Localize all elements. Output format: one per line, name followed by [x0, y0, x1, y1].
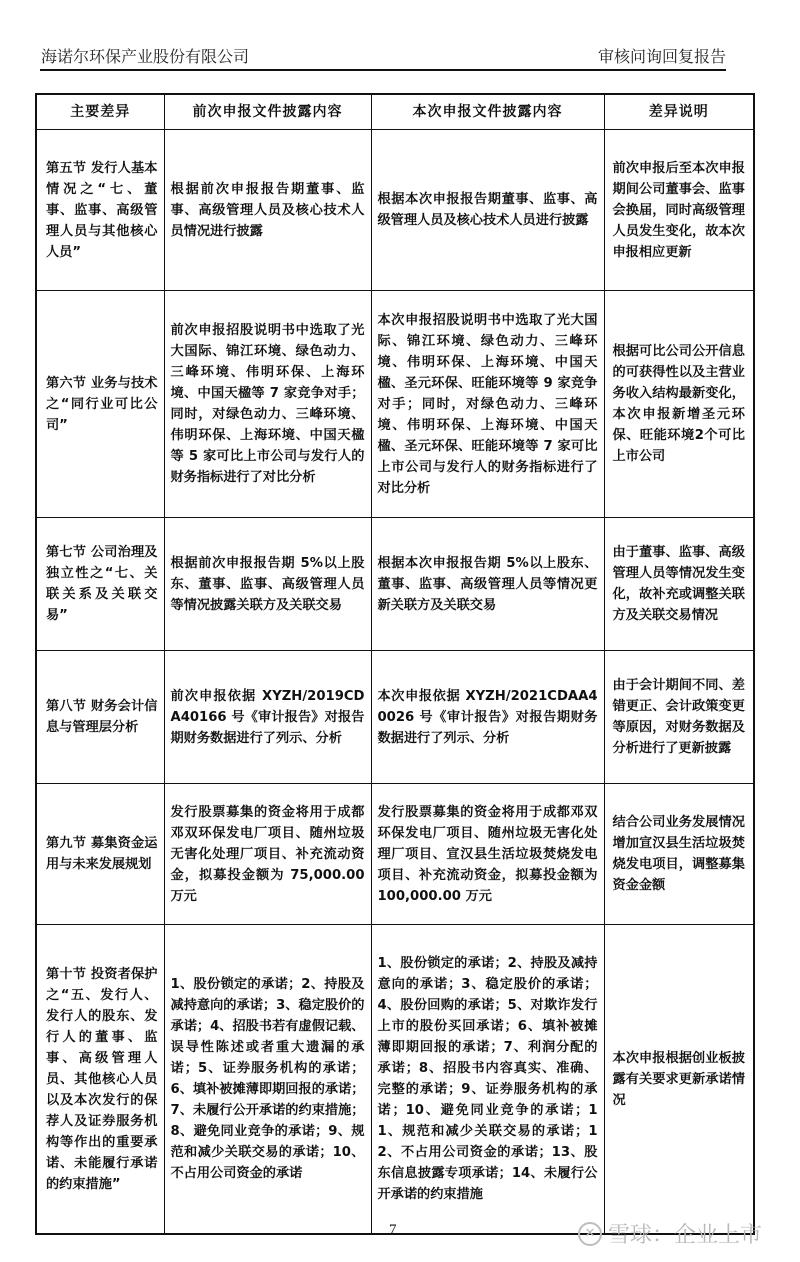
cell-current: 根据本次申报报告期 5%以上股东、董事、监事、高级管理人员等情况更新关联方及关联交易 [371, 518, 604, 651]
cell-previous: 前次申报招股说明书中选取了光大国际、锦江环境、绿色动力、三峰环境、伟明环保、上海环境、中国天楹等 7 家竞争对手；同时，对绿色动力、三峰环境、伟明环保、上海环境、中国天楹等 5 家可比上市公司与发行人的财务指标进行了对比分析 [164, 291, 371, 518]
cell-previous: 根据前次申报报告期 5%以上股东、董事、监事、高级管理人员等情况披露关联方及关联交易 [164, 518, 371, 651]
cell-current: 1、股份锁定的承诺；2、持股及减持意向的承诺；3、稳定股价的承诺；4、股份回购的承诺；5、对欺诈发行上市的股份买回承诺；6、填补被摊薄即期回报的承诺；7、利润分配的承诺；8、招股书内容真实、准确、完整的承诺；9、证券服务机构的承诺；10、避免同业竞争的承诺；11、规范和减少关联交易的承诺；12、不占用公司资金的承诺；13、股东信息披露专项承诺；14、未履行公开承诺的约束措施 [371, 925, 604, 1235]
cell-explanation: 结合公司业务发展情况增加宣汉县生活垃圾焚烧发电项目，调整募集资金金额 [604, 784, 754, 925]
cell-current: 本次申报招股说明书中选取了光大国际、锦江环境、绿色动力、三峰环境、伟明环保、上海环境、中国天楹、圣元环保、旺能环境等 9 家竞争对手；同时，对绿色动力、三峰环境、伟明环保、上海环境、中国天楹、圣元环保、旺能环境等 7 家可比上市公司与发行人的财务指标进行了对比分析 [371, 291, 604, 518]
table-header-row [36, 94, 754, 130]
cell-section: 第十节 投资者保护之“五、发行人、发行人的股东、发行人的董事、监事、高级管理人员、其他核心人员以及本次发行的保荐人及证券服务机构等作出的重要承诺、未能履行承诺的约束措施” [36, 925, 164, 1235]
document-title: 审核问询回复报告 [597, 49, 726, 66]
cell-previous: 1、股份锁定的承诺；2、持股及减持意向的承诺；3、稳定股价的承诺；4、招股书若有虚假记载、误导性陈述或者重大遗漏的承诺；5、证券服务机构的承诺；6、填补被摊薄即期回报的承诺；7、未履行公开承诺的约束措施；8、避免同业竞争的承诺；9、规范和减少关联交易的承诺；10、不占用公司资金的承诺 [164, 925, 371, 1235]
table-row [36, 784, 754, 925]
page-number: 7 [389, 1222, 397, 1238]
disclosure-differences-table [35, 93, 755, 1235]
cell-section: 第五节 发行人基本情况之“七、董事、监事、高级管理人员与其他核心人员” [36, 130, 164, 291]
column-header-main-difference: 主要差异 [36, 94, 164, 130]
cell-current: 发行股票募集的资金将用于成都邓双环保发电厂项目、随州垃圾无害化处理厂项目、宣汉县生活垃圾焚烧发电项目、补充流动资金，拟募投金额为 100,000.00 万元 [371, 784, 604, 925]
table-row [36, 291, 754, 518]
cell-current: 本次申报依据 XYZH/2021CDAA40026 号《审计报告》对报告期财务数据进行了列示、分析 [371, 651, 604, 784]
watermark [578, 1218, 762, 1249]
cell-section: 第六节 业务与技术之“同行业可比公司” [36, 291, 164, 518]
cell-section: 第八节 财务会计信息与管理层分析 [36, 651, 164, 784]
cell-section: 第九节 募集资金运用与未来发展规划 [36, 784, 164, 925]
cell-previous: 根据前次申报报告期董事、监事、高级管理人员及核心技术人员情况进行披露 [164, 130, 371, 291]
watermark-text: 雪球：企业上市 [608, 1223, 763, 1248]
cell-section: 第七节 公司治理及独立性之“七、关联关系及关联交易” [36, 518, 164, 651]
table-row [36, 925, 754, 1235]
cell-explanation: 由于会计期间不同、差错更正、会计政策变更等原因，对财务数据及分析进行了更新披露 [604, 651, 754, 784]
cell-explanation: 由于董事、监事、高级管理人员等情况发生变化，故补充或调整关联方及关联交易情况 [604, 518, 754, 651]
table-row [36, 518, 754, 651]
column-header-current-disclosure: 本次申报文件披露内容 [371, 94, 604, 130]
column-header-previous-disclosure: 前次申报文件披露内容 [164, 94, 371, 130]
cell-previous: 发行股票募集的资金将用于成都邓双环保发电厂项目、随州垃圾无害化处理厂项目、补充流动资金，拟募投金额为 75,000.00 万元 [164, 784, 371, 925]
cell-current: 根据本次申报报告期董事、监事、高级管理人员及核心技术人员进行披露 [371, 130, 604, 291]
header-divider [40, 69, 726, 71]
snowball-logo-icon: ✕ [578, 1222, 602, 1246]
cell-explanation: 根据可比公司公开信息的可获得性以及主营业务收入结构最新变化，本次申报新增圣元环保、旺能环境2个可比上市公司 [604, 291, 754, 518]
cell-explanation: 本次申报根据创业板披露有关要求更新承诺情况 [604, 925, 754, 1235]
table-row [36, 651, 754, 784]
company-name: 海诺尔环保产业股份有限公司 [41, 49, 250, 66]
cell-previous: 前次申报依据 XYZH/2019CDA40166 号《审计报告》对报告期财务数据进行了列示、分析 [164, 651, 371, 784]
table-row [36, 130, 754, 291]
cell-explanation: 前次申报后至本次申报期间公司董事会、监事会换届，同时高级管理人员发生变化，故本次申报相应更新 [604, 130, 754, 291]
column-header-explanation: 差异说明 [604, 94, 754, 130]
